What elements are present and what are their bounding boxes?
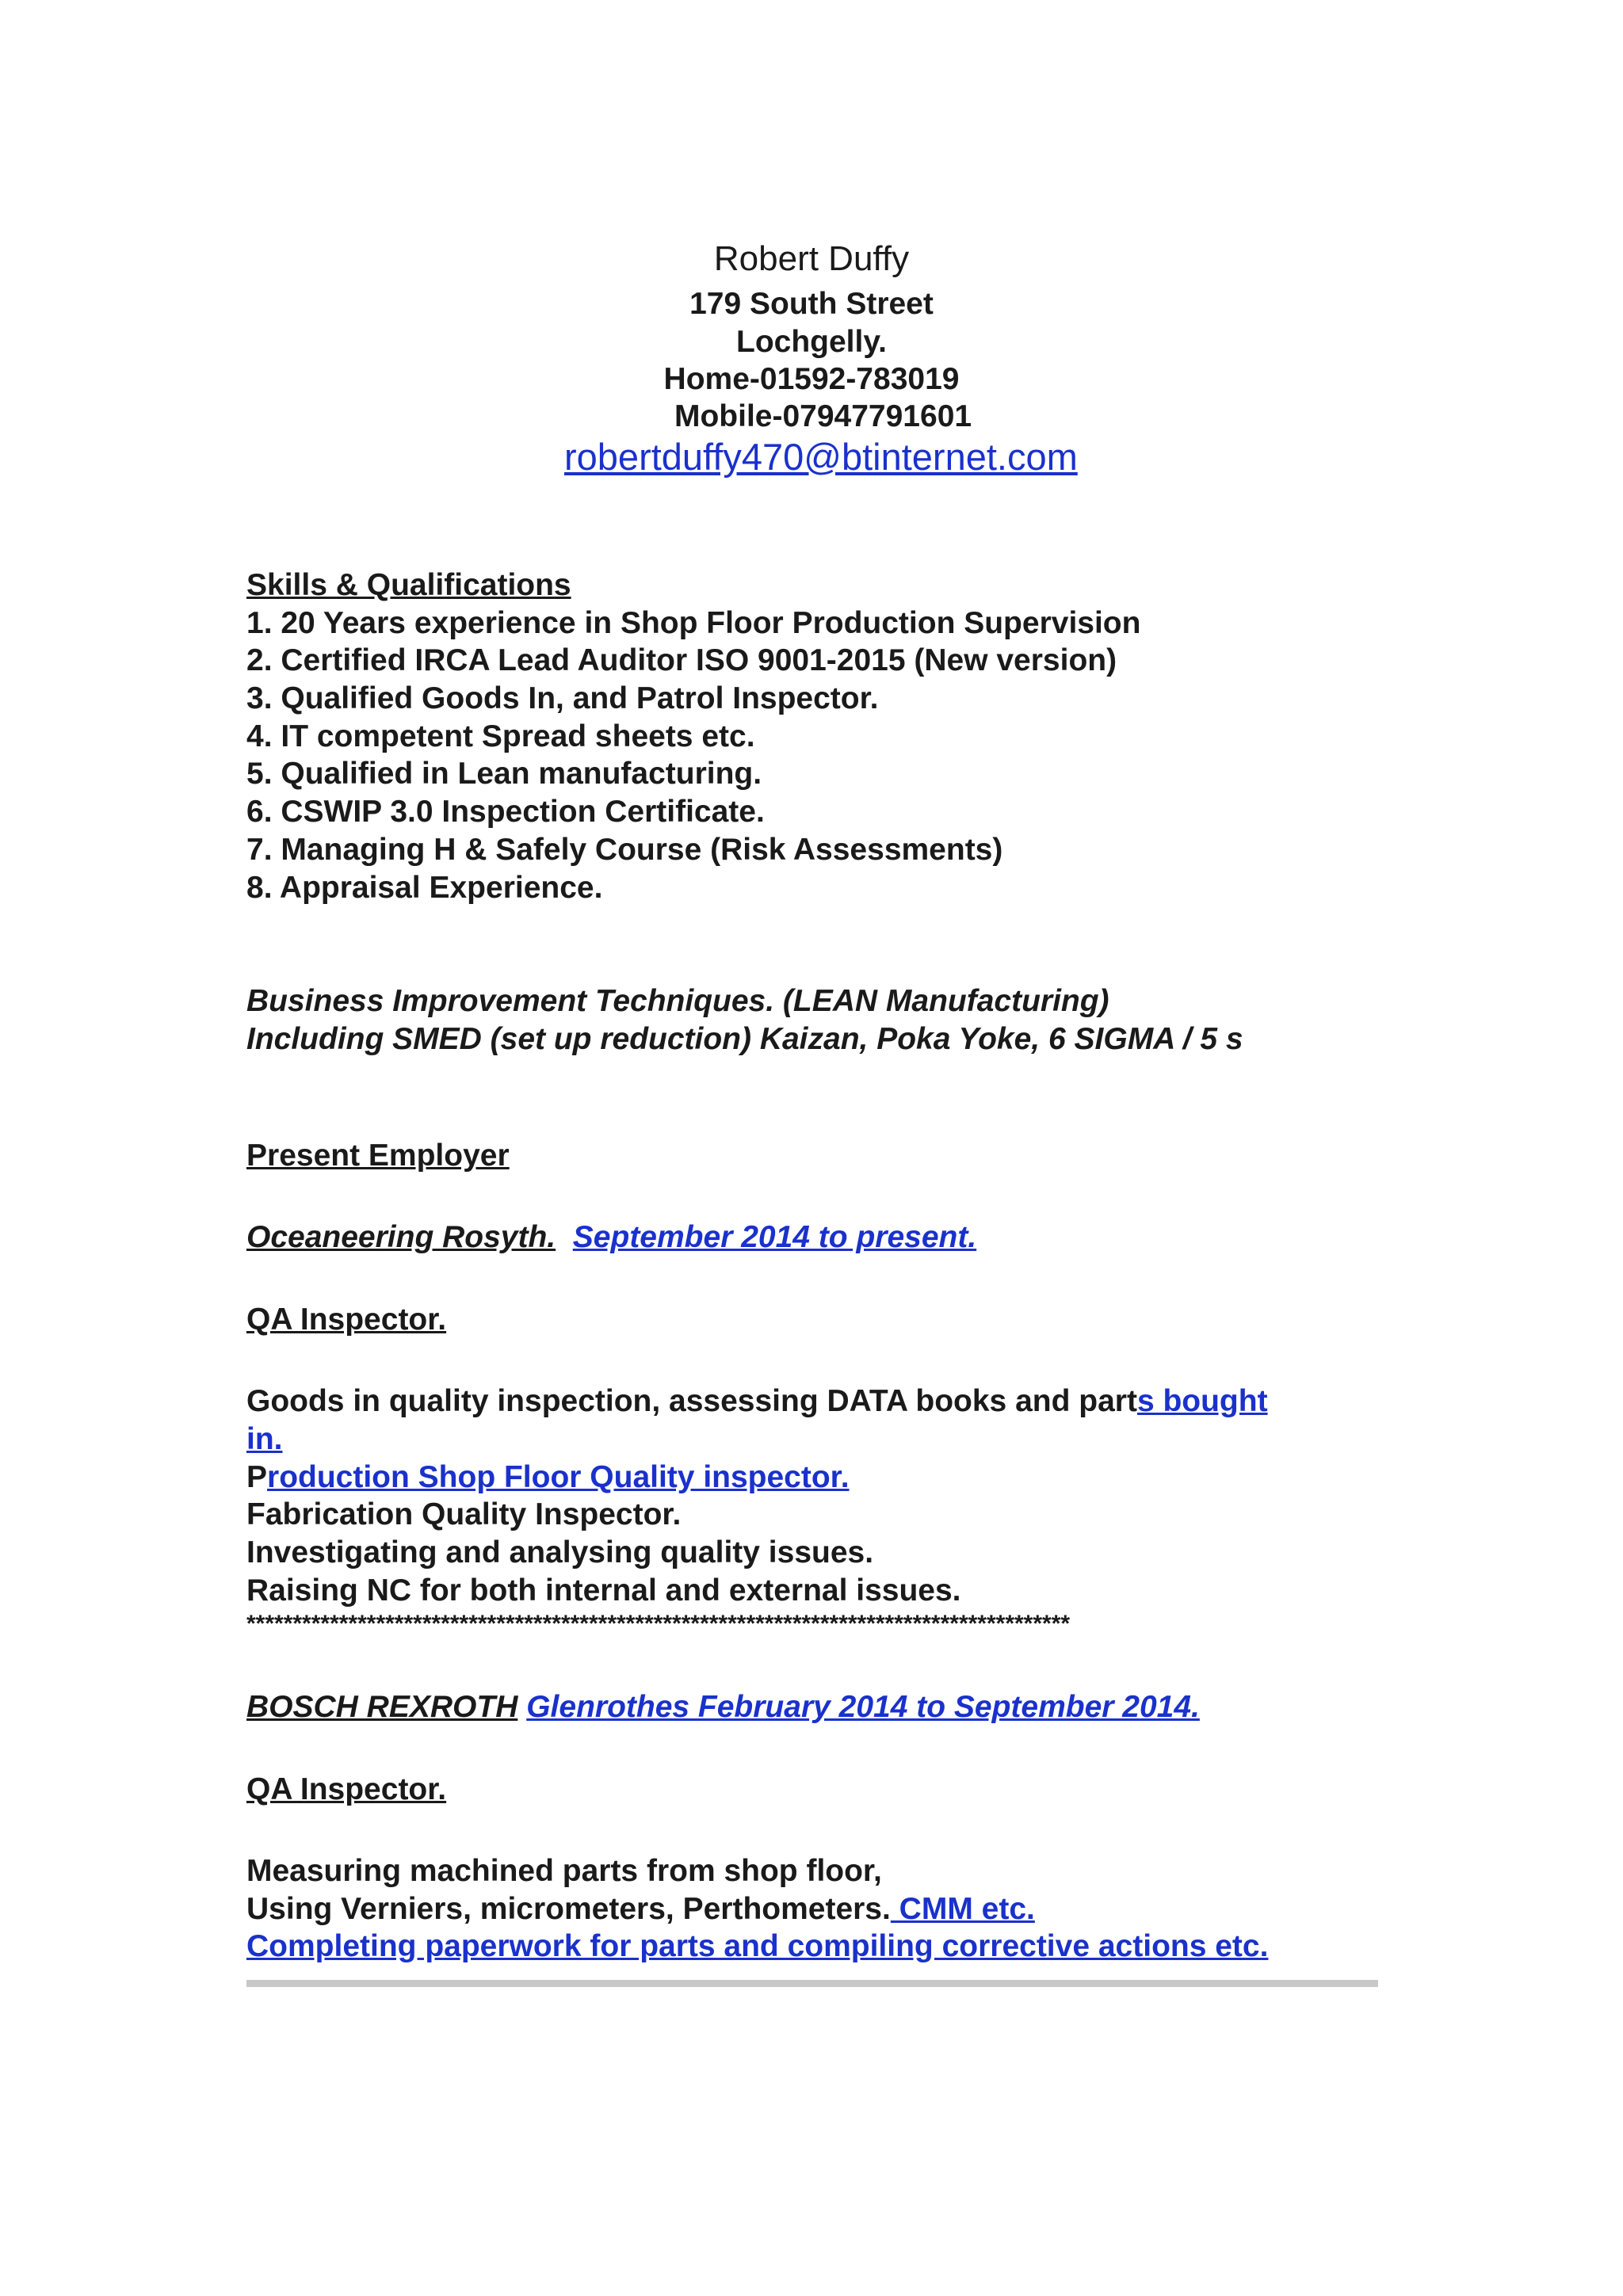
previous-employer-name: BOSCH REXROTH xyxy=(246,1690,518,1724)
present-employer-name: Oceaneering Rosyth. xyxy=(246,1220,556,1254)
previous-duty-2 xyxy=(246,1890,1035,1928)
skill-item: 2. Certified IRCA Lead Auditor ISO 9001-2015 (New version) xyxy=(246,643,1117,677)
address-street: 179 South Street xyxy=(689,287,934,321)
skills-heading: Skills & Qualifications xyxy=(246,568,571,602)
present-duty-3: Fabrication Quality Inspector. xyxy=(246,1497,682,1531)
address-town: Lochgelly. xyxy=(736,325,887,359)
previous-duty-2-text: Using Verniers, micrometers, Perthometers. xyxy=(246,1892,891,1926)
skill-item: 8. Appraisal Experience. xyxy=(246,871,603,905)
improvement-line-1: Business Improvement Techniques. (LEAN Manufacturing) xyxy=(246,984,1109,1018)
improvement-line-2: Including SMED (set up reduction) Kaizan, Poka Yoke, 6 SIGMA / 5 s xyxy=(246,1022,1243,1056)
skill-item: 6. CSWIP 3.0 Inspection Certificate. xyxy=(246,795,765,829)
previous-duty-3-link[interactable]: Completing paperwork for parts and compiling corrective actions etc. xyxy=(246,1929,1269,1963)
present-duty-2 xyxy=(246,1459,850,1497)
asterisk-separator: ***************************************************************************************** xyxy=(246,1611,1071,1637)
previous-employer-dates-link[interactable]: Glenrothes February 2014 to September 2014. xyxy=(526,1690,1200,1724)
present-duty-5: Raising NC for both internal and external issues. xyxy=(246,1573,961,1608)
skill-item: 1. 20 Years experience in Shop Floor Production Supervision xyxy=(246,606,1141,640)
mobile-phone: Mobile-07947791601 xyxy=(674,399,972,433)
horizontal-rule xyxy=(246,1980,1378,1987)
present-role: QA Inspector. xyxy=(246,1302,447,1337)
skill-item: 4. IT competent Spread sheets etc. xyxy=(246,719,755,753)
present-employer-dates-link[interactable]: September 2014 to present. xyxy=(572,1220,977,1254)
previous-role: QA Inspector. xyxy=(246,1772,447,1806)
present-duty-1 xyxy=(246,1383,1268,1421)
previous-duty-1: Measuring machined parts from shop floor, xyxy=(246,1854,882,1888)
previous-duty-2-link[interactable]: CMM etc. xyxy=(890,1892,1035,1926)
candidate-name: Robert Duffy xyxy=(713,239,910,278)
present-duty-4: Investigating and analysing quality issues. xyxy=(246,1535,874,1569)
skill-item: 5. Qualified in Lean manufacturing. xyxy=(246,757,762,791)
present-duty-1-text: Goods in quality inspection, assessing DATA books and part xyxy=(246,1384,1137,1418)
present-duty-2-link[interactable]: roduction Shop Floor Quality inspector. xyxy=(267,1460,850,1494)
present-duty-2-initial: P xyxy=(246,1460,268,1494)
present-employer-heading: Present Employer xyxy=(246,1138,510,1173)
skill-item: 7. Managing H & Safely Course (Risk Assessments) xyxy=(246,833,1003,867)
previous-employer-line xyxy=(246,1688,1200,1726)
skill-item: 3. Qualified Goods In, and Patrol Inspector. xyxy=(246,681,879,715)
present-employer-line xyxy=(246,1219,976,1257)
present-duty-1-link[interactable]: s bought xyxy=(1136,1384,1268,1418)
present-duty-1-continued-link[interactable]: in. xyxy=(246,1422,283,1456)
email-link[interactable]: robertduffy470@btinternet.com xyxy=(564,436,1078,478)
home-phone: Home-01592-783019 xyxy=(663,362,960,396)
